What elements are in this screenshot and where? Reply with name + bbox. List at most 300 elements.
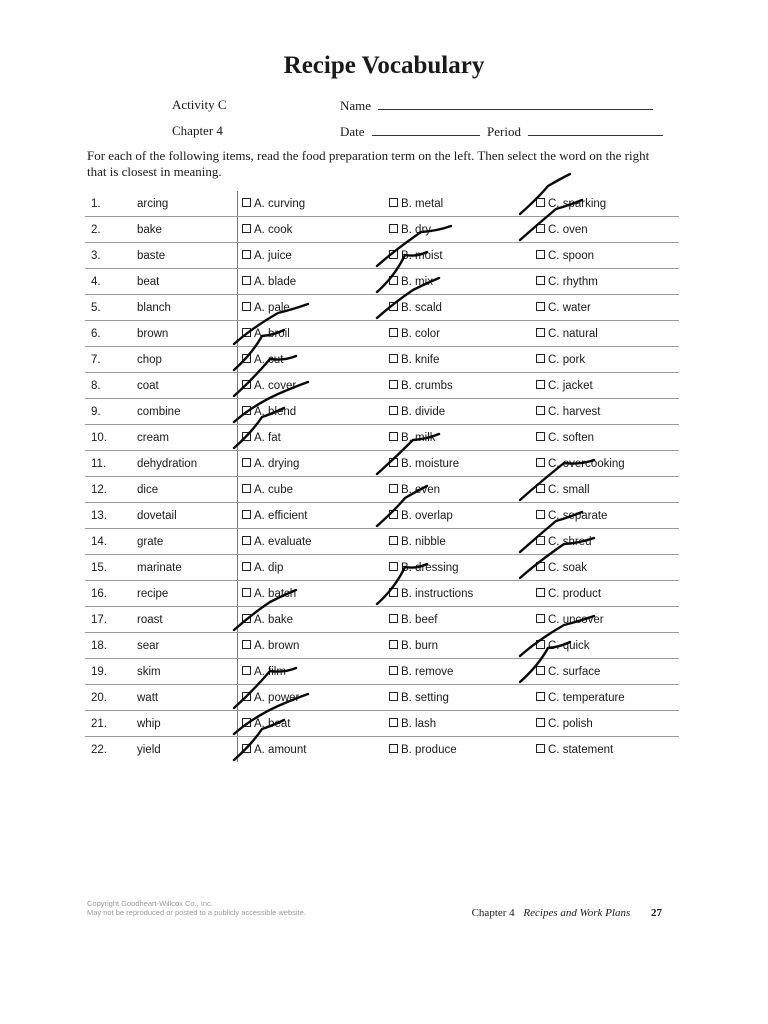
item-number [85, 659, 137, 685]
table-row [85, 295, 679, 321]
option-a[interactable] [238, 529, 386, 555]
option-c-label: C. product [548, 587, 602, 600]
checkbox-icon[interactable] [536, 380, 545, 389]
checkbox-icon[interactable] [536, 562, 545, 571]
table-row [85, 503, 679, 529]
checkbox-icon[interactable] [536, 224, 545, 233]
checkbox-icon[interactable] [242, 536, 251, 545]
item-term [137, 477, 238, 503]
option-a[interactable] [238, 503, 386, 529]
option-c-label: C. natural [548, 327, 598, 340]
option-c-label: C. separate [548, 509, 608, 522]
activity-label: Activity C [172, 97, 227, 112]
option-a[interactable] [238, 425, 386, 451]
option-a[interactable] [238, 217, 386, 243]
item-term [137, 191, 238, 217]
item-term [137, 399, 238, 425]
checkbox-icon[interactable] [389, 718, 398, 727]
item-term-label: baste [137, 249, 166, 262]
table-row [85, 711, 679, 737]
option-a-label: A. cut [254, 353, 284, 366]
checkbox-icon[interactable] [536, 406, 545, 415]
option-a[interactable] [238, 347, 386, 373]
checkbox-icon[interactable] [536, 614, 545, 623]
copyright-line: Copyright Goodheart-Willcox Co., Inc. [87, 899, 213, 908]
option-a[interactable] [238, 633, 386, 659]
checkbox-icon[interactable] [242, 588, 251, 597]
item-term [137, 737, 238, 763]
item-number [85, 581, 137, 607]
item-term-label: grate [137, 535, 164, 548]
option-b[interactable] [385, 737, 532, 763]
option-c-label: C. harvest [548, 405, 601, 418]
checkbox-icon[interactable] [242, 250, 251, 259]
table-row [85, 529, 679, 555]
option-c-label: C. water [548, 301, 591, 314]
option-a[interactable] [238, 477, 386, 503]
item-term [137, 321, 238, 347]
option-b[interactable] [385, 503, 532, 529]
checkbox-icon[interactable] [389, 536, 398, 545]
option-a[interactable] [238, 399, 386, 425]
option-b-label: B. milk [401, 431, 436, 444]
option-c[interactable] [532, 607, 679, 633]
item-term-label: blanch [137, 301, 171, 314]
checkbox-icon[interactable] [389, 250, 398, 259]
item-term-label: skim [137, 665, 161, 678]
item-term [137, 659, 238, 685]
table-row [85, 685, 679, 711]
item-number [85, 633, 137, 659]
option-a[interactable] [238, 451, 386, 477]
option-a-label: A. cube [254, 483, 293, 496]
option-c-label: C. shred [548, 535, 592, 548]
checkbox-icon[interactable] [389, 432, 398, 441]
item-term-label: sear [137, 639, 160, 652]
option-b-label: B. moist [401, 249, 443, 262]
item-term-label: brown [137, 327, 169, 340]
table-row [85, 451, 679, 477]
table-row [85, 477, 679, 503]
item-number-label: 1. [91, 197, 101, 210]
option-c-label: C. spoon [548, 249, 595, 262]
item-number-label: 4. [91, 275, 101, 288]
item-term-label: arcing [137, 197, 169, 210]
option-c[interactable] [532, 451, 679, 477]
item-term [137, 711, 238, 737]
option-c-label: C. oven [548, 223, 588, 236]
checkbox-icon[interactable] [536, 198, 545, 207]
item-number-label: 19. [91, 665, 107, 678]
option-a[interactable] [238, 243, 386, 269]
option-b[interactable] [385, 295, 532, 321]
option-c-label: C. soften [548, 431, 595, 444]
item-number-label: 22. [91, 743, 107, 756]
option-b[interactable] [385, 711, 532, 737]
item-term-label: chop [137, 353, 162, 366]
option-a-label: A. blade [254, 275, 297, 288]
option-b[interactable] [385, 607, 532, 633]
checkbox-icon[interactable] [242, 224, 251, 233]
item-term [137, 685, 238, 711]
item-number [85, 243, 137, 269]
option-c-label: C. uncover [548, 613, 604, 626]
option-c-label: C. soak [548, 561, 587, 574]
option-c[interactable] [532, 711, 679, 737]
item-number-label: 20. [91, 691, 107, 704]
item-number [85, 321, 137, 347]
option-b-label: B. burn [401, 639, 439, 652]
instructions: For each of the following items, read the food preparation term on the left. Then select the word on the right that is closest in meaning. [87, 148, 650, 179]
option-a-label: A. brown [254, 639, 300, 652]
option-b-label: B. mix [401, 275, 433, 288]
item-number-label: 15. [91, 561, 107, 574]
option-a[interactable] [238, 685, 386, 711]
option-c[interactable] [532, 425, 679, 451]
option-a[interactable] [238, 191, 386, 217]
option-b-label: B. nibble [401, 535, 446, 548]
option-b[interactable] [385, 451, 532, 477]
item-number-label: 2. [91, 223, 101, 236]
checkbox-icon[interactable] [242, 302, 251, 311]
name-label: Name [340, 98, 372, 113]
checkbox-icon[interactable] [389, 276, 398, 285]
item-term-label: roast [137, 613, 163, 626]
option-c-label: C. small [548, 483, 590, 496]
checkbox-icon[interactable] [536, 250, 545, 259]
item-number-label: 8. [91, 379, 101, 392]
checkbox-icon[interactable] [389, 510, 398, 519]
table-row [85, 659, 679, 685]
item-number [85, 191, 137, 217]
item-number [85, 217, 137, 243]
item-number-label: 13. [91, 509, 107, 522]
checkbox-icon[interactable] [389, 744, 398, 753]
checkbox-icon[interactable] [536, 718, 545, 727]
item-number-label: 10. [91, 431, 107, 444]
option-a[interactable] [238, 373, 386, 399]
checkbox-icon[interactable] [389, 302, 398, 311]
option-a-label: A. fat [254, 431, 281, 444]
option-b-label: B. scald [401, 301, 442, 314]
item-term-label: marinate [137, 561, 182, 574]
option-a-label: A. amount [254, 743, 307, 756]
option-c[interactable] [532, 685, 679, 711]
item-number [85, 295, 137, 321]
table-row [85, 243, 679, 269]
item-term [137, 217, 238, 243]
option-c-label: C. sparking [548, 197, 607, 210]
item-number [85, 711, 137, 737]
option-c[interactable] [532, 295, 679, 321]
option-b[interactable] [385, 347, 532, 373]
item-number-label: 5. [91, 301, 101, 314]
option-c-label: C. statement [548, 743, 614, 756]
copyright-notice [87, 899, 306, 917]
option-b-label: B. instructions [401, 587, 474, 600]
item-number-label: 14. [91, 535, 107, 548]
item-term-label: coat [137, 379, 159, 392]
checkbox-icon[interactable] [242, 666, 251, 675]
checkbox-icon[interactable] [242, 198, 251, 207]
date-field[interactable] [372, 123, 480, 136]
checkbox-icon[interactable] [389, 588, 398, 597]
checkbox-icon[interactable] [536, 536, 545, 545]
option-b-label: B. crumbs [401, 379, 453, 392]
date-period-row [340, 123, 663, 140]
copyright-line: May not be reproduced or posted to a publicly accessible website. [87, 908, 306, 917]
option-b[interactable] [385, 269, 532, 295]
option-c[interactable] [532, 217, 679, 243]
item-number [85, 477, 137, 503]
option-c[interactable] [532, 737, 679, 763]
item-number [85, 399, 137, 425]
checkbox-icon[interactable] [242, 406, 251, 415]
option-c[interactable] [532, 633, 679, 659]
option-c-label: C. temperature [548, 691, 625, 704]
checkbox-icon[interactable] [389, 198, 398, 207]
checkbox-icon[interactable] [242, 614, 251, 623]
option-b-label: B. divide [401, 405, 446, 418]
option-a[interactable] [238, 269, 386, 295]
option-a[interactable] [238, 321, 386, 347]
checkbox-icon[interactable] [242, 432, 251, 441]
checkbox-icon[interactable] [389, 666, 398, 675]
item-number-label: 6. [91, 327, 101, 340]
option-a[interactable] [238, 711, 386, 737]
checkbox-icon[interactable] [242, 692, 251, 701]
option-a-label: A. bake [254, 613, 293, 626]
item-term [137, 347, 238, 373]
page-number: 27 [651, 907, 662, 919]
checkbox-icon[interactable] [242, 562, 251, 571]
item-term-label: yield [137, 743, 161, 756]
option-c[interactable] [532, 477, 679, 503]
item-term-label: cream [137, 431, 169, 444]
item-term [137, 529, 238, 555]
option-b-label: B. beef [401, 613, 438, 626]
table-row [85, 633, 679, 659]
option-b[interactable] [385, 581, 532, 607]
item-term [137, 451, 238, 477]
option-b[interactable] [385, 191, 532, 217]
option-a-label: A. batch [254, 587, 297, 600]
name-field[interactable] [378, 97, 653, 110]
item-number-label: 12. [91, 483, 107, 496]
option-a-label: A. cover [254, 379, 297, 392]
option-c-label: C. overcooking [548, 457, 625, 470]
option-c[interactable] [532, 321, 679, 347]
checkbox-icon[interactable] [242, 744, 251, 753]
item-term [137, 503, 238, 529]
option-b[interactable] [385, 425, 532, 451]
option-a[interactable] [238, 555, 386, 581]
option-c[interactable] [532, 503, 679, 529]
checkbox-icon[interactable] [389, 380, 398, 389]
item-number-label: 17. [91, 613, 107, 626]
option-c-label: C. surface [548, 665, 601, 678]
checkbox-icon[interactable] [536, 692, 545, 701]
item-number [85, 373, 137, 399]
option-c[interactable] [532, 373, 679, 399]
checkbox-icon[interactable] [536, 354, 545, 363]
item-term [137, 607, 238, 633]
checkbox-icon[interactable] [389, 458, 398, 467]
option-a-label: A. juice [254, 249, 292, 262]
checkbox-icon[interactable] [389, 406, 398, 415]
checkbox-icon[interactable] [536, 328, 545, 337]
checkbox-icon[interactable] [242, 328, 251, 337]
item-number [85, 529, 137, 555]
option-b[interactable] [385, 373, 532, 399]
option-c[interactable] [532, 243, 679, 269]
item-number-label: 18. [91, 639, 107, 652]
item-number [85, 607, 137, 633]
item-number-label: 16. [91, 587, 107, 600]
footer-title: Recipes and Work Plans [523, 907, 631, 919]
checkbox-icon[interactable] [536, 510, 545, 519]
option-b-label: B. color [401, 327, 440, 340]
period-field[interactable] [528, 123, 663, 136]
option-c[interactable] [532, 399, 679, 425]
checkbox-icon[interactable] [536, 666, 545, 675]
table-row [85, 581, 679, 607]
option-c-label: C. pork [548, 353, 586, 366]
checkbox-icon[interactable] [536, 458, 545, 467]
checkbox-icon[interactable] [242, 510, 251, 519]
option-b[interactable] [385, 659, 532, 685]
item-term-label: bake [137, 223, 162, 236]
checkbox-icon[interactable] [536, 640, 545, 649]
item-term-label: combine [137, 405, 181, 418]
item-number-label: 9. [91, 405, 101, 418]
option-b-label: B. dressing [401, 561, 459, 574]
option-a-label: A. pale [254, 301, 290, 314]
checkbox-icon[interactable] [242, 640, 251, 649]
checkbox-icon[interactable] [389, 484, 398, 493]
checkbox-icon[interactable] [242, 276, 251, 285]
option-b[interactable] [385, 555, 532, 581]
table-row [85, 737, 679, 763]
table-row [85, 191, 679, 217]
table-row [85, 425, 679, 451]
option-b[interactable] [385, 529, 532, 555]
checkbox-icon[interactable] [536, 302, 545, 311]
checkbox-icon[interactable] [536, 432, 545, 441]
option-a[interactable] [238, 737, 386, 763]
checkbox-icon[interactable] [242, 380, 251, 389]
option-a-label: A. drying [254, 457, 300, 470]
option-c[interactable] [532, 659, 679, 685]
option-a-label: A. broil [254, 327, 290, 340]
item-number [85, 685, 137, 711]
option-c[interactable] [532, 191, 679, 217]
checkbox-icon[interactable] [242, 354, 251, 363]
checkbox-icon[interactable] [242, 458, 251, 467]
item-term [137, 633, 238, 659]
option-b[interactable] [385, 399, 532, 425]
option-b[interactable] [385, 243, 532, 269]
page-footer [472, 907, 662, 919]
checkbox-icon[interactable] [389, 692, 398, 701]
option-c[interactable] [532, 347, 679, 373]
item-term-label: dovetail [137, 509, 177, 522]
date-label: Date [340, 124, 365, 139]
page-title: Recipe Vocabulary [283, 52, 485, 79]
option-b-label: B. produce [401, 743, 457, 756]
option-a[interactable] [238, 581, 386, 607]
option-b-label: B. lash [401, 717, 437, 730]
item-term-label: beat [137, 275, 160, 288]
option-c-label: C. rhythm [548, 275, 598, 288]
table-row [85, 321, 679, 347]
option-b[interactable] [385, 321, 532, 347]
option-c-label: C. polish [548, 717, 593, 730]
table-row [85, 373, 679, 399]
option-b[interactable] [385, 477, 532, 503]
option-a-label: A. efficient [254, 509, 308, 522]
option-c-label: C. jacket [548, 379, 593, 392]
checkbox-icon[interactable] [242, 718, 251, 727]
option-b-label: B. metal [401, 197, 444, 210]
option-c-label: C. quick [548, 639, 590, 652]
item-term [137, 373, 238, 399]
item-number [85, 503, 137, 529]
checkbox-icon[interactable] [389, 224, 398, 233]
checkbox-icon[interactable] [389, 354, 398, 363]
item-number [85, 425, 137, 451]
checkbox-icon[interactable] [536, 276, 545, 285]
checkbox-icon[interactable] [389, 614, 398, 623]
option-a-label: A. cook [254, 223, 293, 236]
option-b[interactable] [385, 685, 532, 711]
checkbox-icon[interactable] [389, 328, 398, 337]
option-a-label: A. curving [254, 197, 306, 210]
option-b-label: B. dry [401, 223, 432, 236]
checkbox-icon[interactable] [389, 562, 398, 571]
checkbox-icon[interactable] [242, 484, 251, 493]
option-c[interactable] [532, 529, 679, 555]
option-a[interactable] [238, 659, 386, 685]
option-c[interactable] [532, 269, 679, 295]
checkbox-icon[interactable] [389, 640, 398, 649]
option-a-label: A. blend [254, 405, 297, 418]
checkbox-icon[interactable] [536, 588, 545, 597]
item-term [137, 243, 238, 269]
item-term [137, 295, 238, 321]
option-b-label: B. overlap [401, 509, 453, 522]
item-number-label: 3. [91, 249, 101, 262]
option-a[interactable] [238, 607, 386, 633]
checkbox-icon[interactable] [536, 484, 545, 493]
option-c[interactable] [532, 581, 679, 607]
option-b[interactable] [385, 217, 532, 243]
option-b-label: B. even [401, 483, 440, 496]
option-a[interactable] [238, 295, 386, 321]
item-number-label: 11. [91, 457, 107, 470]
checkbox-icon[interactable] [536, 744, 545, 753]
period-label: Period [487, 124, 521, 139]
item-number [85, 555, 137, 581]
option-b[interactable] [385, 633, 532, 659]
table-row [85, 347, 679, 373]
item-term [137, 425, 238, 451]
item-number-label: 21. [91, 717, 107, 730]
option-c[interactable] [532, 555, 679, 581]
table-row [85, 217, 679, 243]
option-a-label: A. evaluate [254, 535, 312, 548]
item-term-label: dehydration [137, 457, 198, 470]
